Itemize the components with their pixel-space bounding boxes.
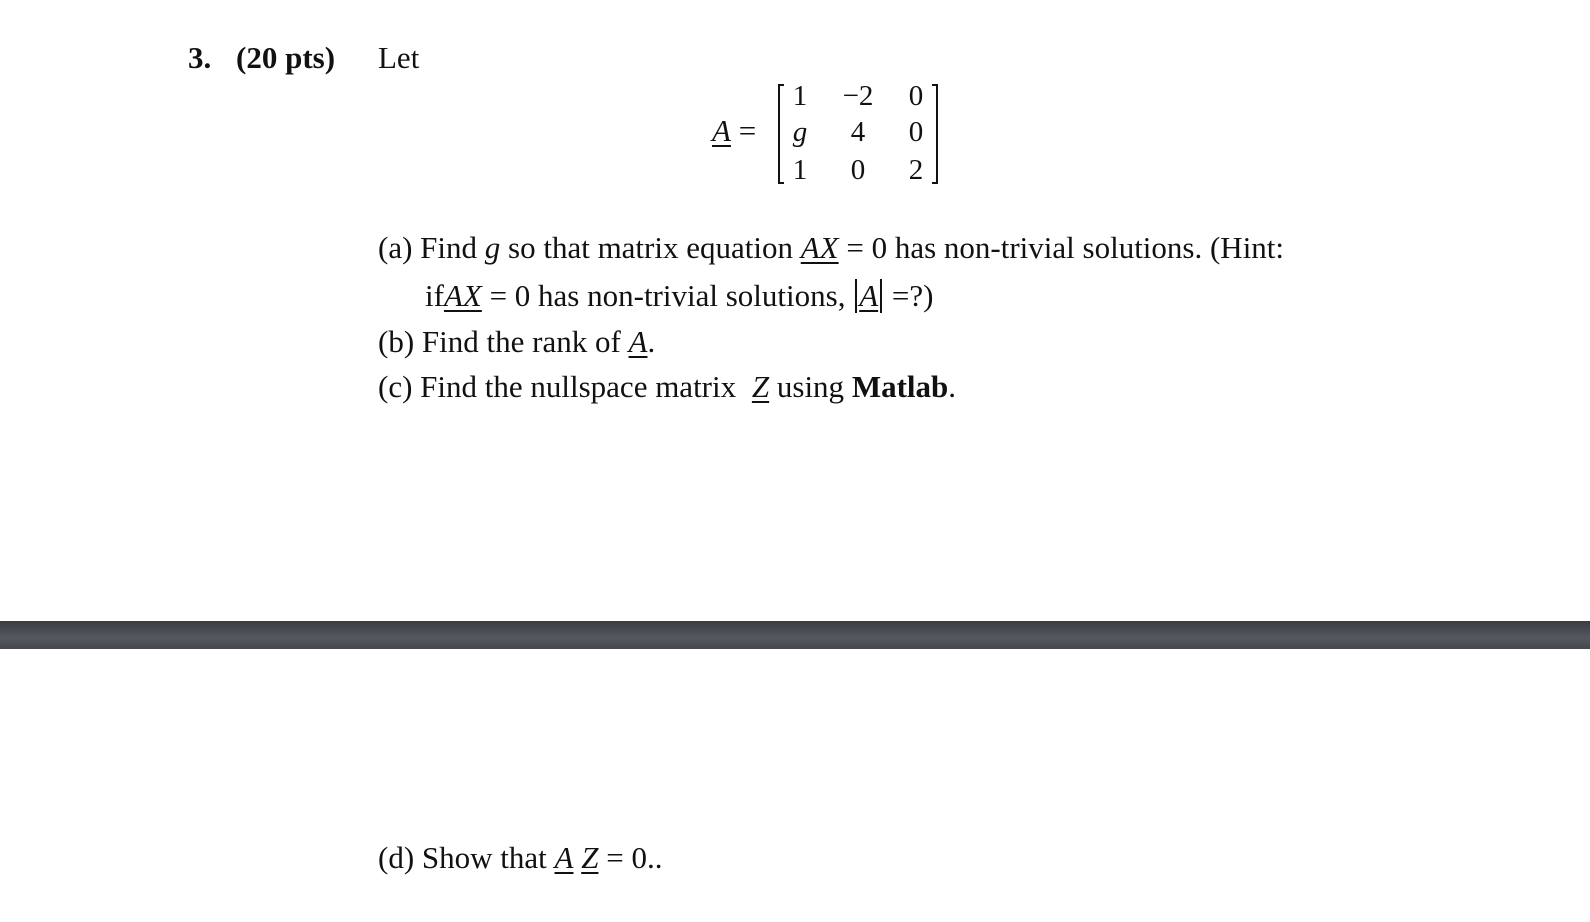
part-c-label: (c) (378, 369, 413, 404)
matrix-cell: 0 (908, 80, 924, 112)
var-g: g (484, 230, 501, 265)
var-a: A (554, 840, 574, 875)
part-c (378, 369, 956, 405)
problem-points: (20 pts) (236, 40, 336, 75)
matrix-cell: 2 (908, 154, 924, 186)
part-a-text: so that matrix equation (508, 230, 793, 265)
matrix-cell: 0 (850, 154, 866, 186)
part-d-text: = 0.. (606, 840, 663, 875)
part-c-text: using (776, 369, 845, 404)
part-a-line2 (425, 278, 933, 314)
part-d (378, 840, 662, 876)
problem-intro: Let (378, 40, 420, 75)
matrix-cell: 4 (850, 116, 866, 148)
part-d-label: (d) (378, 840, 415, 875)
var-z: Z (751, 369, 770, 404)
matrix-lhs (712, 113, 756, 149)
part-a-text: = 0 has non-trivial solutions, (489, 278, 846, 313)
var-ax: AX (443, 278, 482, 313)
matrix-cell: −2 (842, 80, 874, 112)
var-ax: AX (800, 230, 839, 265)
part-a-text: Find (420, 230, 478, 265)
matrix-cell: 1 (792, 80, 808, 112)
part-d-text: Show that (421, 840, 547, 875)
matrix-equals: = (738, 113, 757, 148)
part-b-text: Find the rank of (421, 324, 621, 359)
part-a-text: =?) (891, 278, 934, 313)
var-a: A (628, 324, 648, 359)
matlab-bold: Matlab (851, 369, 949, 404)
part-a-label: (a) (378, 230, 413, 265)
determinant-bar-right (880, 279, 882, 313)
determinant-bar-left (855, 279, 857, 313)
problem-number: 3. (188, 40, 212, 75)
matrix-cell: 0 (908, 116, 924, 148)
part-a-text: if (425, 278, 444, 313)
page-divider (0, 621, 1590, 649)
matrix-name: A (712, 113, 731, 148)
part-b-label: (b) (378, 324, 415, 359)
matrix-cell: g (792, 116, 808, 148)
part-c-text: . (948, 369, 956, 404)
part-a-text: = 0 has non-trivial solutions. (Hint: (846, 230, 1285, 265)
part-b-text: . (647, 324, 656, 359)
var-a: A (859, 278, 879, 313)
part-a-line1 (378, 230, 1284, 266)
var-z: Z (581, 840, 599, 875)
matrix-cell: 1 (792, 154, 808, 186)
part-c-text: Find the nullspace matrix (420, 369, 737, 404)
part-b (378, 324, 655, 360)
matrix-A (778, 80, 938, 186)
